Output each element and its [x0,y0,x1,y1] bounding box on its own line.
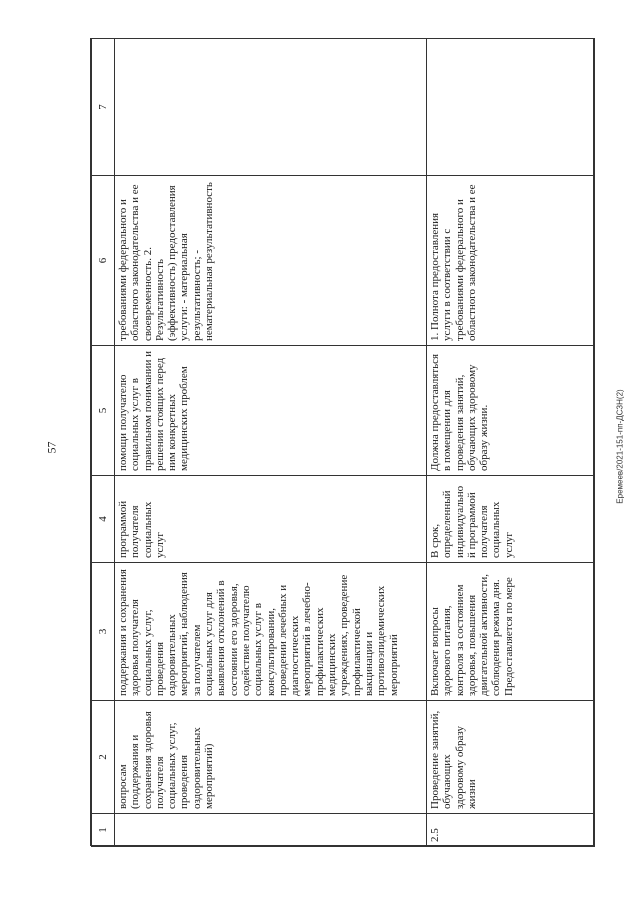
table-row [427,39,595,847]
column-header: 6 [92,176,115,346]
quality-indicators-cell: требованиями федерального и областного законодательства и ее своевременность. 2. Результативность (эффективность) предоставления услуги: - материальная результативность; - нематериальная результативность [115,176,427,346]
row-number-cell: 2.5 [427,814,595,847]
service-name-cell: вопросам (поддержания и сохранения здоровья получателя социальных услуг, проведения оздоровительных мероприятий) [115,701,427,814]
service-description-cell: поддержания и сохранения здоровья получателя социальных услуг, проведения оздоровительных мероприятий, наблюдения за получателем социальных услуг для выявления отклонений в состоянии его здоровья, содействие получателю социальных услуг в консультировании, проведении лечебных и диагностических мероприятий в лечебно-профилактических медицинских учреждениях, проведение профилактической вакцинации и противоэпидемических мероприятий [115,563,427,701]
service-name-cell: Проведение занятий, обучающих здоровому образу жизни [427,701,595,814]
table-row [115,39,427,847]
row-number-cell [115,814,427,847]
page-number: 57 [44,441,59,454]
service-description-cell: Включает вопросы здорового питания, контроля за состоянием здоровья, повышения двигательной активности, соблюдения режима дня. Предоставляется по мере [427,563,595,701]
service-conditions-cell: Должна предоставляться в помещении для проведения занятий, обучающих здоровому образу жизни. [427,346,595,476]
column-header: 4 [92,476,115,563]
column-header: 3 [92,563,115,701]
service-conditions-cell: помощи получателю социальных услуг в правильном понимании и решении стоящих перед ним конкретных медицинских проблем [115,346,427,476]
services-table-sheet [91,39,595,847]
column-header: 7 [92,39,115,176]
document-id: Еремеев/2021-151-пп-ДСЗН(2) [615,389,625,504]
rotated-table-frame [90,38,594,846]
column-header: 1 [92,814,115,847]
notes-cell [115,39,427,176]
quality-indicators-cell: 1. Полнота предоставления услуги в соответствии с требованиями федерального и областного законодательства и ее [427,176,595,346]
column-header: 2 [92,701,115,814]
service-term-cell: В срок, определенный индивидуальной программой получателя социальных услуг [427,476,595,563]
column-header: 5 [92,346,115,476]
notes-cell [427,39,595,176]
services-table [91,38,595,847]
service-term-cell: программой получателя социальных услуг [115,476,427,563]
header-row [92,39,115,847]
